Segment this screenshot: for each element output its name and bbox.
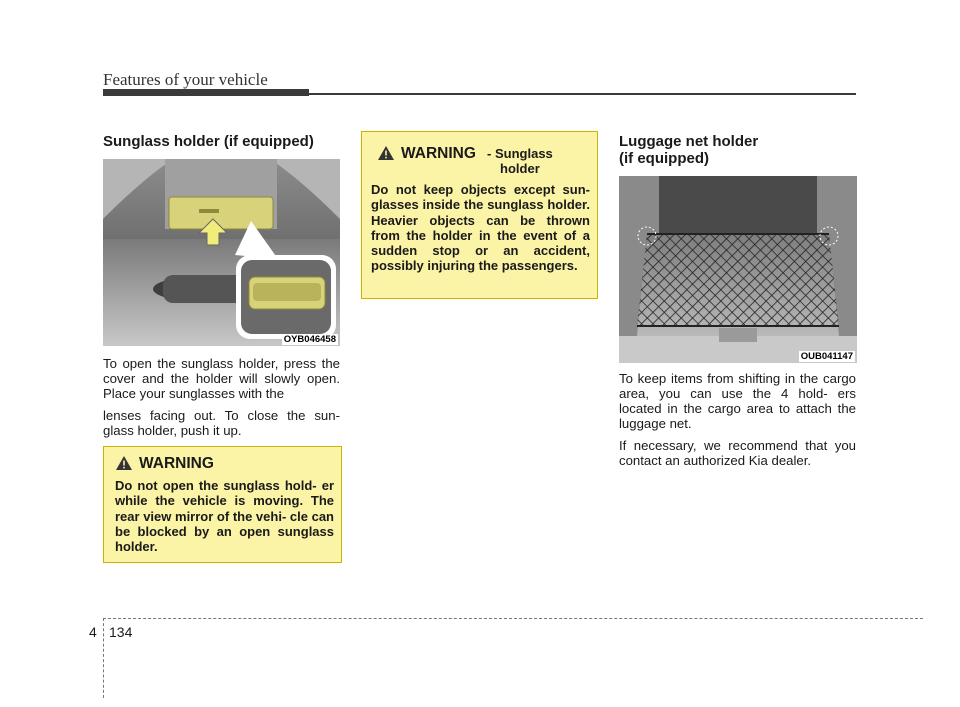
paragraph: If necessary, we recommend that you contact an authorized Kia dealer. [619,438,856,468]
sunglass-holder-figure [103,159,340,346]
warning-text: Do not keep objects except sun- glasses inside the sunglass holder. Heavier objects can be thrown from the holder in the event of a sudden stop or an accident, possibly injuring the passengers. [371,182,590,274]
warning-triangle-icon [377,145,395,161]
warning-box-driving [103,446,342,563]
warning-triangle-icon [115,455,133,471]
sunglass-holder-text [103,356,340,445]
warning-title: WARNING [139,455,214,472]
warning-subtitle: - Sunglass holder [487,146,553,176]
footer-rule [103,618,923,619]
section-title: Features of your vehicle [103,70,268,89]
chapter-number: 4 [89,624,97,640]
heading-line: Luggage net holder [619,133,759,150]
figure-code: OUB041147 [800,351,853,362]
header-rule [309,93,856,95]
luggage-net-illustration [619,176,857,363]
sunglass-holder-illustration [103,159,340,346]
paragraph: lenses facing out. To close the sun- glass holder, push it up. [103,408,340,438]
warning-text: Do not open the sunglass hold- er while the vehicle is moving. The rear view mirror of the vehi- cle can be blocked by an open sunglass holder. [115,478,334,555]
paragraph: To open the sunglass holder, press the cover and the holder will slowly open. Place your sunglasses with the [103,356,340,401]
header-bar [103,89,309,96]
figure-code: OYB046458 [283,334,336,345]
warning-box-sunglass-holder [361,131,598,299]
warning-title: WARNING [401,145,476,162]
luggage-net-figure [619,176,857,363]
luggage-net-text [619,371,856,475]
paragraph: To keep items from shifting in the cargo area, you can use the 4 hold- ers located in the cargo area to attach the luggage net. [619,371,856,431]
footer-vertical-rule [103,618,104,698]
luggage-net-heading [619,133,859,167]
page-number: 134 [109,624,133,640]
heading-line: (if equipped) [619,150,709,167]
sunglass-holder-heading: Sunglass holder (if equipped) [103,133,314,150]
